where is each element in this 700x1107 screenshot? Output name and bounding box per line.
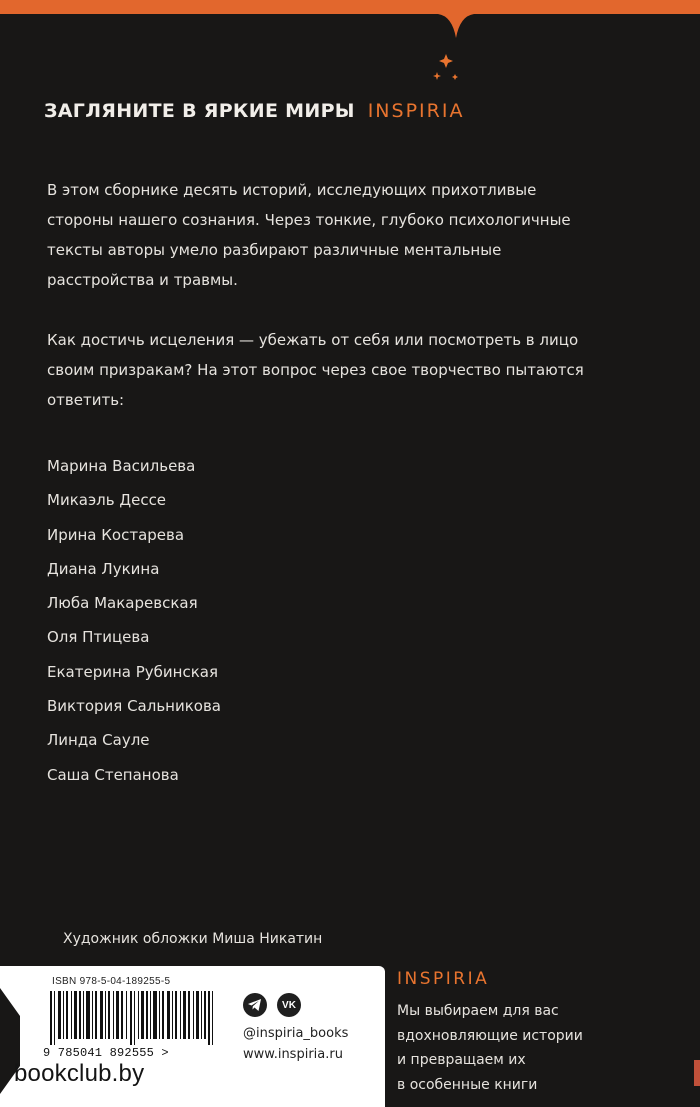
author-name: Марина Васильева [47, 457, 196, 475]
isbn-label: ISBN 978-5-04-189255-5 [52, 976, 171, 987]
author-name: Саша Степанова [47, 765, 179, 784]
tagline-line: и превращаем их [397, 1052, 526, 1068]
barcode-digits: 9 785041 892555 > [43, 1046, 169, 1060]
author-name: Микаэль Дессе [47, 491, 167, 510]
tagline-line: Мы выбираем для вас [397, 1003, 559, 1019]
watermark: bookclub.by [14, 1060, 145, 1087]
tagline-line: в особенные книги [397, 1076, 538, 1093]
headline-brand: INSPIRIA [367, 100, 465, 122]
author-name: Линда Сауле [47, 731, 150, 750]
author-name: Оля Птицева [47, 628, 150, 647]
vk-icon-label: VK [282, 999, 296, 1011]
author-name: Виктория Сальникова [47, 697, 221, 716]
cover-artist-credit: Художник обложки Миша Никатин [63, 931, 323, 947]
author-name: Ирина Костарева [47, 525, 185, 544]
author-list [47, 449, 221, 792]
publisher-brand: INSPIRIA [397, 969, 490, 989]
headline-text: ЗАГЛЯНИТЕ В ЯРКИЕ МИРЫ [44, 100, 355, 122]
publisher-tagline [397, 999, 583, 1097]
social-handle[interactable]: @inspiria_books [243, 1026, 349, 1041]
description-paragraph-1: В этом сборнике десять историй, исследующих прихотливые стороны нашего сознания. Через тонкие, глубоко психологичные тексты авторы умело разбирают различные ментальные расстройства и травмы. [47, 181, 571, 289]
page-title [44, 100, 464, 122]
vk-icon[interactable] [277, 993, 301, 1017]
tagline-line: вдохновляющие истории [397, 1027, 583, 1044]
telegram-icon[interactable] [243, 993, 267, 1017]
sparkle-icon [432, 54, 462, 88]
top-notch-decoration [0, 0, 700, 48]
social-icons [243, 993, 301, 1017]
website-link[interactable]: www.inspiria.ru [243, 1047, 343, 1062]
author-name: Люба Макаревская [47, 594, 198, 613]
description-paragraph-2: Как достичь исцеления — убежать от себя или посмотреть в лицо своим призракам? На этот вопрос через свое творчество пытаются ответить: [47, 331, 584, 409]
author-name: Екатерина Рубинская [47, 662, 218, 681]
edge-color-mark [694, 1060, 700, 1086]
author-name: Диана Лукина [47, 559, 160, 578]
barcode [50, 991, 230, 1045]
